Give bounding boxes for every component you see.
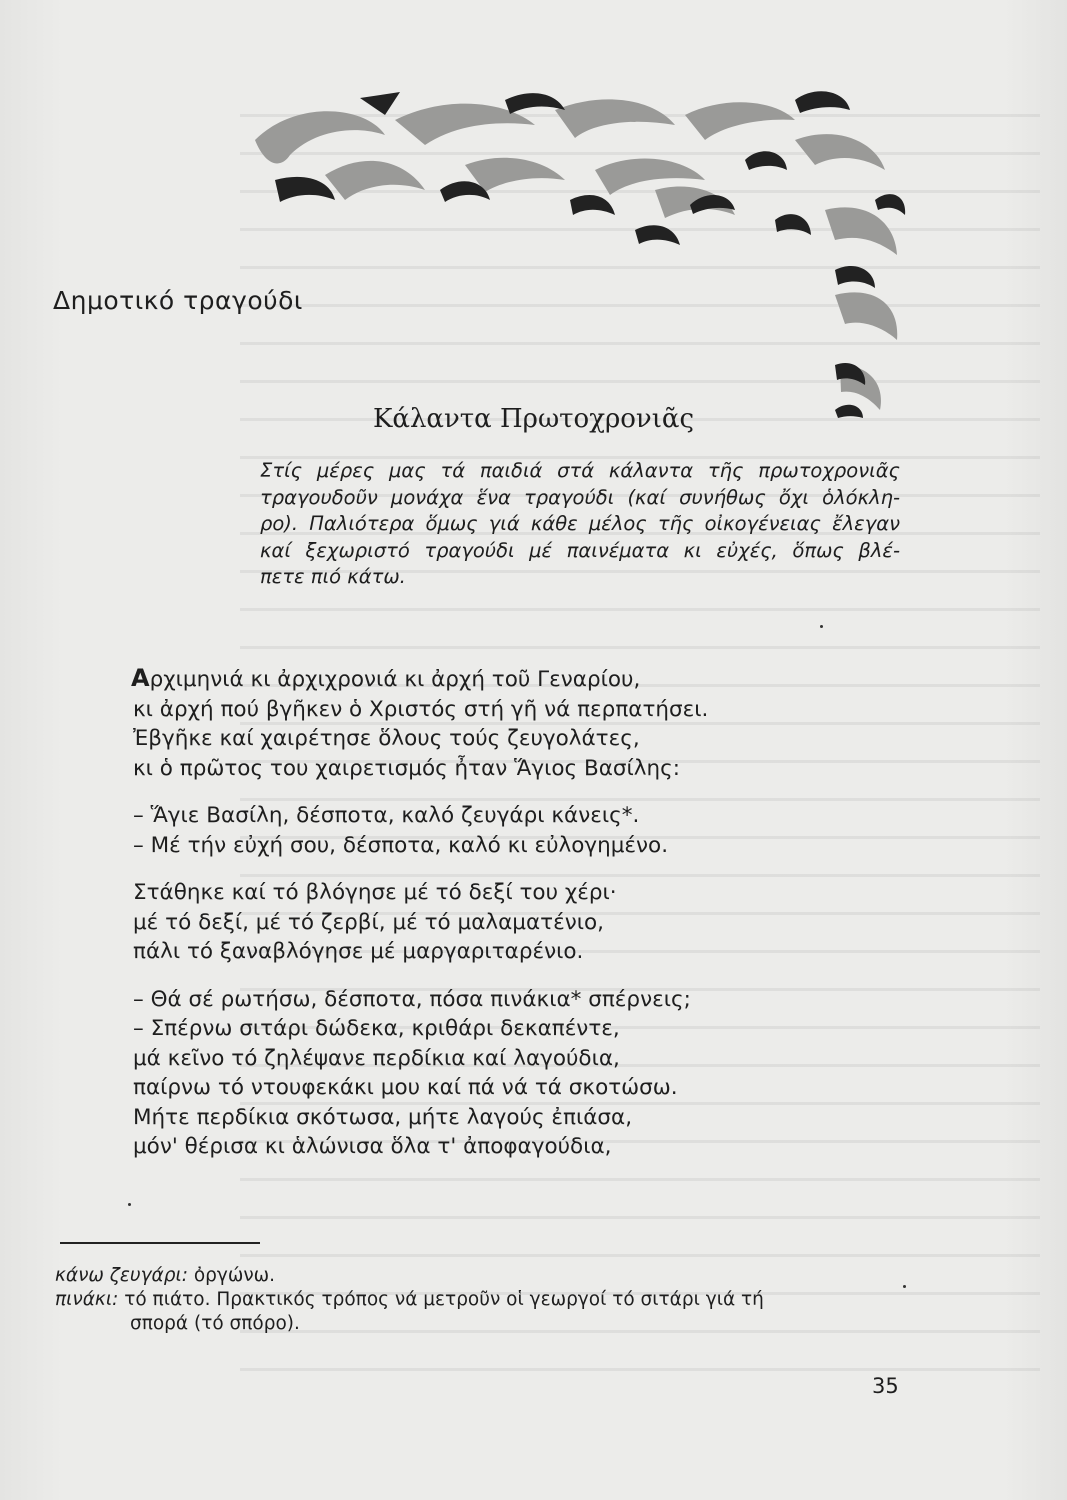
print-speck [128, 1203, 131, 1206]
verse-line: – Σπέρνω σιτάρι δώδεκα, κριθάρι δεκαπέντε, [133, 1016, 620, 1041]
footnote [55, 1264, 915, 1288]
footnote [55, 1288, 915, 1312]
section-title: Δημοτικό τραγούδι [53, 286, 303, 315]
verse-line: μόν' θέρισα κι ἁλώνισα ὅλα τ' ἀποφαγούδια, [133, 1134, 612, 1159]
footnote-text: ὀργώνω. [193, 1265, 276, 1286]
verse-line: Μήτε περδίκια σκότωσα, μήτε λαγούς ἐπιάσα, [133, 1104, 633, 1130]
footnote-text: τό πιάτο. Πρακτικός τρόπος νά μετροῦν οἱ γεωργοί τό σιτάρι γιά τή [124, 1289, 764, 1310]
footnote-divider [60, 1242, 260, 1244]
intro-line: Στίς μέρες μας τά παιδιά στά κάλαντα τῆς πρωτοχρονιᾶς [260, 459, 900, 482]
verse-line: Ἐβγῆκε καί χαιρέτησε ὅλους τούς ζευγολάτες, [133, 726, 640, 751]
stanza-4 [133, 985, 913, 1162]
footnote-term: κάνω ζευγάρι: [55, 1265, 188, 1286]
poem-verses [133, 664, 913, 1180]
verse-line: – Θά σέ ρωτήσω, δέσποτα, πόσα πινάκια* σπέρνεις; [133, 986, 691, 1012]
stanza-2 [133, 801, 913, 860]
verse-line: πάλι τό ξαναβλόγησε μέ μαργαριταρένιο. [133, 939, 584, 964]
verse-line: κι ἀρχή πού βγῆκεν ὁ Χριστός στή γῆ νά περπατήσει. [133, 696, 709, 722]
corner-ornament [235, 80, 915, 420]
verse-line: – Ἅγιε Βασίλη, δέσποτα, καλό ζευγάρι κάνεις*. [133, 803, 640, 828]
print-speck [820, 625, 823, 628]
intro-line: καί ξεχωριστό τραγούδι μέ παινέματα κι εὐχές, ὅπως βλέ- [260, 538, 900, 562]
footnotes [55, 1264, 915, 1336]
footnote-continuation: σπορά (τό σπόρο). [130, 1313, 300, 1334]
verse-line: κι ὁ πρῶτος του χαιρετισμός ἦταν Ἅγιος Βασίλης: [133, 755, 681, 781]
page-number: 35 [872, 1374, 899, 1398]
stanza-1 [133, 664, 913, 783]
footnote-term: πινάκι: [55, 1289, 119, 1310]
poem-title: Κάλαντα Πρωτοχρονιᾶς [372, 404, 695, 434]
verse-line: – Μέ τήν εὐχή σου, δέσποτα, καλό κι εὐλογημένο. [133, 832, 669, 858]
verse-line: παίρνω τό ντουφεκάκι μου καί πά νά τά σκοτώσω. [133, 1075, 678, 1100]
print-speck [903, 1285, 906, 1288]
poem-intro [260, 458, 900, 591]
verse-line: μέ τό δεξί, μέ τό ζερβί, μέ τό μαλαματένιο, [133, 909, 604, 935]
verse-line: μά κεῖνο τό ζηλέψανε περδίκια καί λαγούδια, [133, 1045, 620, 1071]
drop-cap: Α [131, 664, 150, 692]
stanza-3 [133, 878, 913, 967]
verse-line: Στάθηκε καί τό βλόγησε μέ τό δεξί του χέρι· [133, 880, 617, 905]
verse-line [133, 664, 913, 695]
intro-line: πετε πιό κάτω. [260, 565, 406, 588]
first-line-text: ρχιμηνιά κι ἀρχιχρονιά κι ἀρχή τοῦ Γεναρίου, [149, 667, 641, 692]
intro-line: τραγουδοῦν μονάχα ἕνα τραγούδι (καί συνήθως ὄχι ὁλόκλη- [260, 485, 900, 509]
intro-line: ρο). Παλιότερα ὅμως γιά κάθε μέλος τῆς οἰκογένειας ἔλεγαν [260, 512, 900, 535]
